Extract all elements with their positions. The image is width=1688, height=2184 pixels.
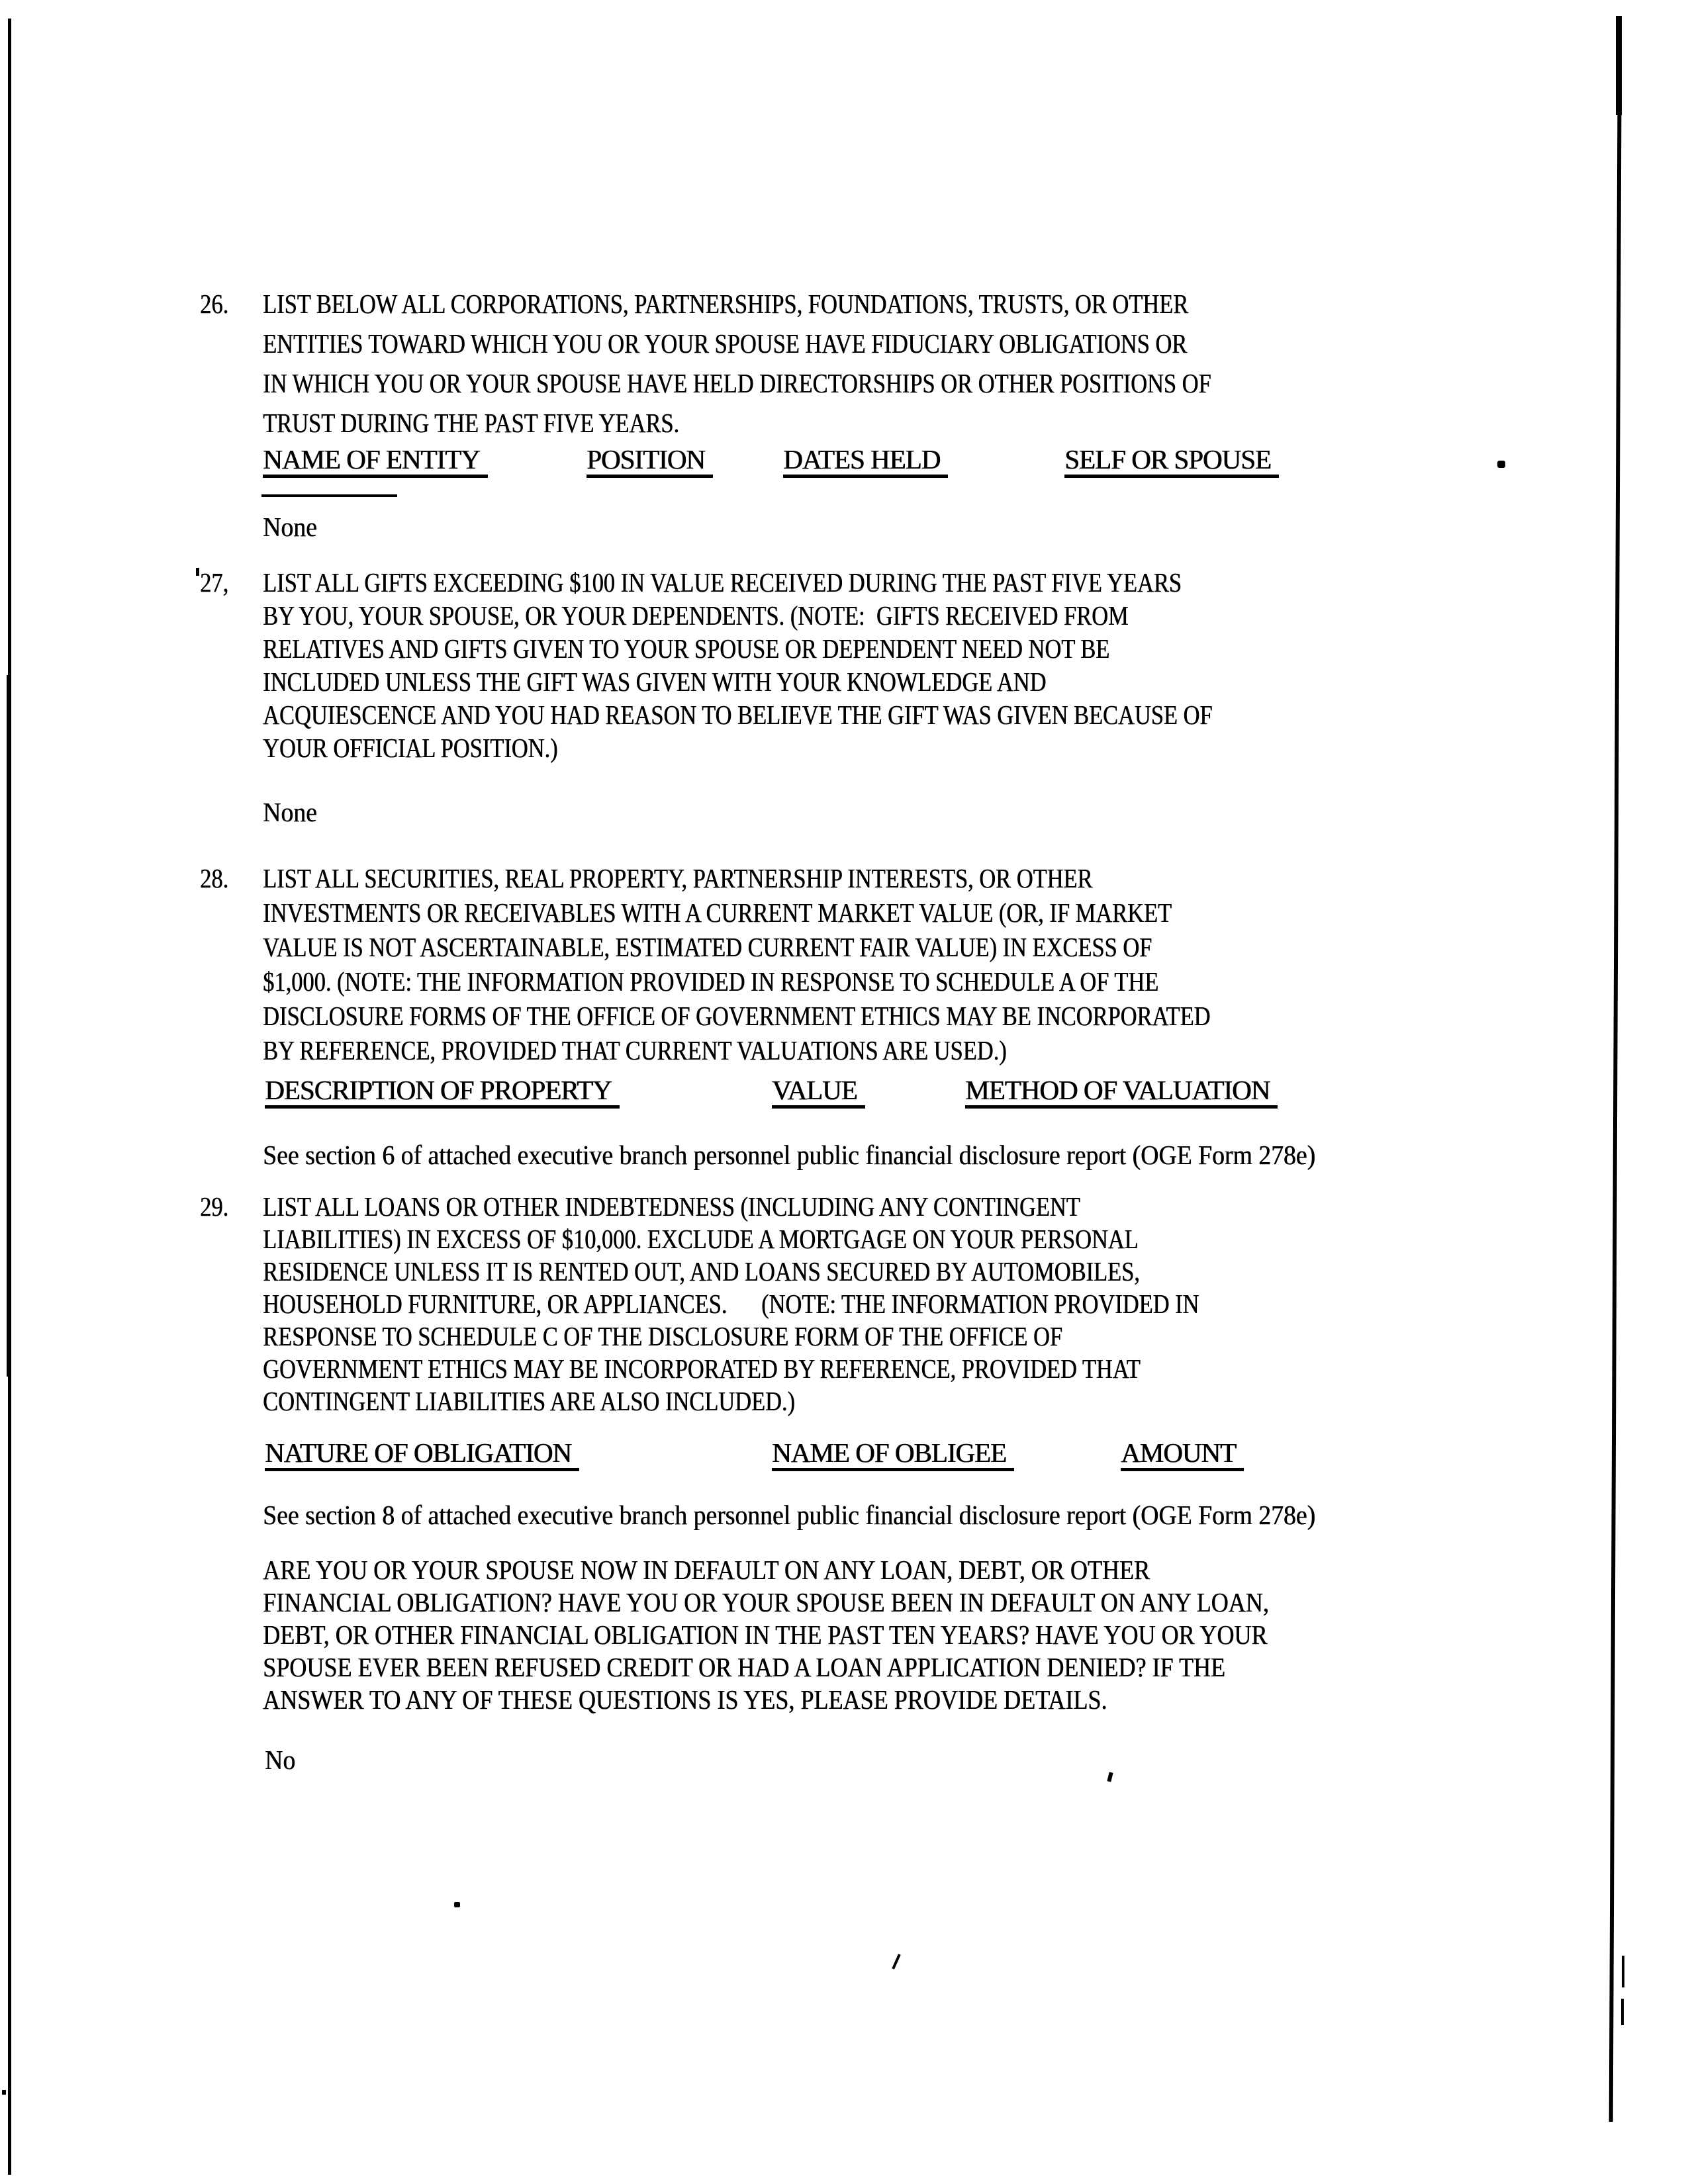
text-line: LIST ALL GIFTS EXCEEDING $100 IN VALUE RECEIVED DURING THE PAST FIVE YEARS	[263, 567, 1182, 598]
column-header-self-or-spouse: SELF OR SPOUSE	[1064, 448, 1279, 478]
question-28-number: 28.	[200, 863, 229, 893]
question-28-text	[263, 861, 1542, 1068]
text-line: RELATIVES AND GIFTS GIVEN TO YOUR SPOUSE OR DEPENDENT NEED NOT BE	[263, 633, 1110, 664]
text-line: SPOUSE EVER BEEN REFUSED CREDIT OR HAD A LOAN APPLICATION DENIED? IF THE	[263, 1652, 1225, 1682]
text-line: LIABILITIES) IN EXCESS OF $10,000. EXCLUDE A MORTGAGE ON YOUR PERSONAL	[263, 1224, 1139, 1254]
column-header-dates-held: DATES HELD	[783, 448, 948, 478]
scan-tick-artifact	[196, 568, 199, 576]
question-27-number: 27,	[200, 567, 229, 598]
scan-dot-artifact	[2, 2090, 6, 2095]
column-header-value: VALUE	[772, 1079, 865, 1109]
credit-default-question-text	[263, 1554, 1603, 1716]
text-line: BY YOU, YOUR SPOUSE, OR YOUR DEPENDENTS. (NOTE: GIFTS RECEIVED FROM	[263, 600, 1129, 631]
text-line: DEBT, OR OTHER FINANCIAL OBLIGATION IN THE PAST TEN YEARS? HAVE YOU OR YOUR	[263, 1619, 1268, 1650]
underline-fragment-artifact	[261, 494, 397, 497]
column-header-name-of-obligee: NAME OF OBLIGEE	[772, 1441, 1014, 1471]
text-line: LIST BELOW ALL CORPORATIONS, PARTNERSHIPS, FOUNDATIONS, TRUSTS, OR OTHER	[263, 289, 1189, 319]
scan-dot-artifact	[454, 1902, 460, 1907]
text-line: CONTINGENT LIABILITIES ARE ALSO INCLUDED.)	[263, 1386, 795, 1416]
column-header-amount: AMOUNT	[1121, 1441, 1244, 1471]
scan-dot-artifact	[1497, 461, 1505, 468]
question-29-text	[263, 1191, 1542, 1418]
text-line: $1,000. (NOTE: THE INFORMATION PROVIDED IN RESPONSE TO SCHEDULE A OF THE	[263, 966, 1159, 997]
text-line: INVESTMENTS OR RECEIVABLES WITH A CURRENT MARKET VALUE (OR, IF MARKET	[263, 897, 1172, 928]
question-26-text	[263, 284, 1542, 443]
text-line: ACQUIESCENCE AND YOU HAD REASON TO BELIEVE THE GIFT WAS GIVEN BECAUSE OF	[263, 700, 1213, 730]
text-line: INCLUDED UNLESS THE GIFT WAS GIVEN WITH YOUR KNOWLEDGE AND	[263, 666, 1047, 697]
text-line: IN WHICH YOU OR YOUR SPOUSE HAVE HELD DIRECTORSHIPS OR OTHER POSITIONS OF	[263, 368, 1211, 398]
text-line: ARE YOU OR YOUR SPOUSE NOW IN DEFAULT ON ANY LOAN, DEBT, OR OTHER	[263, 1555, 1150, 1585]
text-line: RESPONSE TO SCHEDULE C OF THE DISCLOSURE FORM OF THE OFFICE OF	[263, 1321, 1062, 1351]
text-line: LIST ALL SECURITIES, REAL PROPERTY, PARTNERSHIP INTERESTS, OR OTHER	[263, 863, 1093, 893]
right-edge-scan-line-top-segment	[1616, 16, 1622, 115]
text-line: ENTITIES TOWARD WHICH YOU OR YOUR SPOUSE HAVE FIDUCIARY OBLIGATIONS OR	[263, 328, 1188, 359]
column-header-method-of-valuation: METHOD OF VALUATION	[965, 1079, 1278, 1109]
answer-question-28: See section 6 of attached executive branch personnel public financial disclosure report (OGE Form 278e)	[263, 1140, 1315, 1170]
answer-question-26: None	[263, 512, 317, 542]
text-line: FINANCIAL OBLIGATION? HAVE YOU OR YOUR SPOUSE BEEN IN DEFAULT ON ANY LOAN,	[263, 1587, 1269, 1617]
text-line: ANSWER TO ANY OF THESE QUESTIONS IS YES, PLEASE PROVIDE DETAILS.	[263, 1684, 1107, 1715]
scan-tick-artifact	[1107, 1772, 1113, 1782]
answer-credit-default-question: No	[265, 1745, 296, 1775]
answer-question-29: See section 8 of attached executive branch personnel public financial disclosure report (OGE Form 278e)	[263, 1500, 1315, 1530]
text-line: DISCLOSURE FORMS OF THE OFFICE OF GOVERNMENT ETHICS MAY BE INCORPORATED	[263, 1001, 1211, 1031]
text-line: YOUR OFFICIAL POSITION.)	[263, 733, 558, 763]
question-29-number: 29.	[200, 1191, 229, 1222]
column-header-name-of-entity: NAME OF ENTITY	[263, 448, 488, 478]
text-line: VALUE IS NOT ASCERTAINABLE, ESTIMATED CURRENT FAIR VALUE) IN EXCESS OF	[263, 932, 1152, 962]
text-line: RESIDENCE UNLESS IT IS RENTED OUT, AND LOANS SECURED BY AUTOMOBILES,	[263, 1256, 1140, 1287]
text-line: GOVERNMENT ETHICS MAY BE INCORPORATED BY REFERENCE, PROVIDED THAT	[263, 1353, 1141, 1384]
answer-question-27: None	[263, 797, 317, 827]
right-edge-scan-line	[1609, 16, 1622, 2122]
left-edge-scan-line-thick-segment	[7, 675, 9, 1377]
column-header-nature-of-obligation: NATURE OF OBLIGATION	[265, 1441, 579, 1471]
scan-noise-mark	[1621, 1999, 1624, 2025]
scan-noise-mark	[1622, 1956, 1624, 1987]
text-line: LIST ALL LOANS OR OTHER INDEBTEDNESS (INCLUDING ANY CONTINGENT	[263, 1191, 1080, 1222]
text-line: BY REFERENCE, PROVIDED THAT CURRENT VALUATIONS ARE USED.)	[263, 1035, 1007, 1066]
column-header-description-of-property: DESCRIPTION OF PROPERTY	[265, 1079, 620, 1109]
question-27-text	[263, 566, 1542, 764]
text-line: HOUSEHOLD FURNITURE, OR APPLIANCES. (NOTE: THE INFORMATION PROVIDED IN	[263, 1289, 1199, 1319]
scan-slash-artifact	[892, 1954, 900, 1970]
question-26-number: 26.	[200, 289, 229, 319]
text-line: TRUST DURING THE PAST FIVE YEARS.	[263, 408, 679, 438]
column-header-position: POSITION	[586, 448, 713, 478]
